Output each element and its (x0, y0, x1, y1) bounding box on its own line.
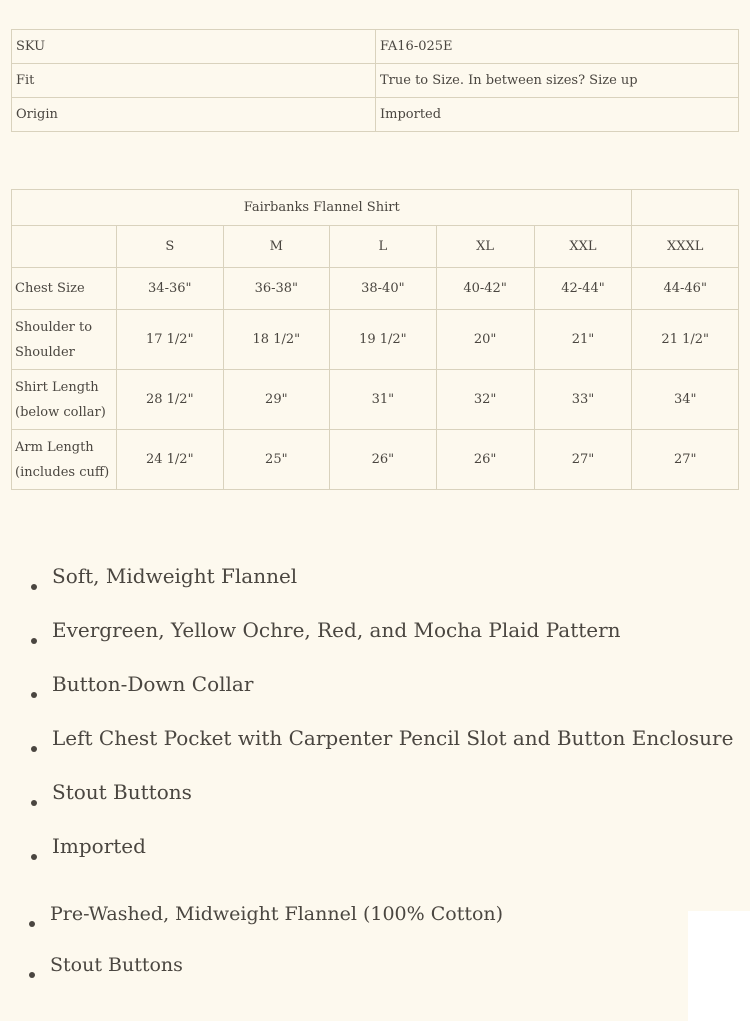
spec-value: True to Size. In between sizes? Size up (376, 64, 739, 98)
material-text: Pre-Washed, Midweight Flannel (100% Cotton) (50, 903, 504, 925)
measurement-cell: 24 1/2" (117, 430, 224, 490)
measurement-cell: 28 1/2" (117, 370, 224, 430)
measurement-label (12, 268, 117, 310)
material-text: Stout Buttons (50, 954, 183, 976)
bullet-icon (31, 800, 37, 806)
measurement-label-line: Shoulder (15, 344, 75, 360)
spec-row-fit (12, 64, 739, 98)
measurement-cell: 38-40" (330, 268, 437, 310)
measurement-cell: 27" (534, 430, 632, 490)
spec-label: SKU (12, 30, 376, 64)
measurement-cell: 26" (330, 430, 437, 490)
size-chart-title: Fairbanks Flannel Shirt (12, 190, 632, 226)
feature-list (28, 560, 733, 884)
product-specs-table (11, 29, 739, 132)
measurement-cell: 27" (632, 430, 739, 490)
spec-label: Origin (12, 98, 376, 132)
measurement-cell: 34-36" (117, 268, 224, 310)
measurement-cell: 33" (534, 370, 632, 430)
measurement-label-line: Shirt Length (15, 379, 99, 395)
measurement-cell: 18 1/2" (223, 310, 330, 370)
measurement-label-line: Arm Length (15, 439, 94, 455)
feature-text: Soft, Midweight Flannel (52, 564, 298, 588)
measurement-label-line: (below collar) (15, 404, 106, 420)
feature-text: Evergreen, Yellow Ochre, Red, and Mocha Plaid Pattern (52, 618, 621, 642)
blank-area (688, 911, 750, 1021)
measurement-cell: 31" (330, 370, 437, 430)
measurement-label (12, 430, 117, 490)
spec-row-sku (12, 30, 739, 64)
measurement-label-line: (includes cuff) (15, 464, 110, 480)
measurement-cell: 26" (436, 430, 534, 490)
bullet-icon (29, 921, 35, 927)
size-chart-table (11, 189, 739, 490)
size-header: XXL (534, 226, 632, 268)
size-header: M (223, 226, 330, 268)
measurement-cell: 25" (223, 430, 330, 490)
measurement-cell: 21" (534, 310, 632, 370)
feature-text: Button-Down Collar (52, 672, 254, 696)
feature-item (28, 560, 733, 614)
measurement-cell: 19 1/2" (330, 310, 437, 370)
measurement-cell: 21 1/2" (632, 310, 739, 370)
measurement-cell: 42-44" (534, 268, 632, 310)
feature-text: Left Chest Pocket with Carpenter Pencil Slot and Button Enclosure (52, 726, 734, 750)
measurement-label (12, 310, 117, 370)
empty-cell (12, 226, 117, 268)
empty-cell (632, 190, 739, 226)
measurement-label (12, 370, 117, 430)
measurement-label-line: Shoulder to (15, 319, 93, 335)
measurement-cell: 34" (632, 370, 739, 430)
measurement-row-shoulder (12, 310, 739, 370)
spec-value: Imported (376, 98, 739, 132)
feature-item (28, 776, 733, 830)
measurement-cell: 36-38" (223, 268, 330, 310)
measurement-row-arm-length (12, 430, 739, 490)
bullet-icon (29, 972, 35, 978)
measurement-row-shirt-length (12, 370, 739, 430)
spec-label: Fit (12, 64, 376, 98)
materials-list (26, 898, 503, 1000)
feature-item (28, 668, 733, 722)
size-header: XXXL (632, 226, 739, 268)
measurement-cell: 44-46" (632, 268, 739, 310)
bullet-icon (31, 854, 37, 860)
size-header: S (117, 226, 224, 268)
size-header-row (12, 226, 739, 268)
material-item (26, 949, 503, 1000)
spec-value: FA16-025E (376, 30, 739, 64)
feature-text: Stout Buttons (52, 780, 192, 804)
measurement-cell: 17 1/2" (117, 310, 224, 370)
feature-text: Imported (52, 834, 146, 858)
measurement-cell: 29" (223, 370, 330, 430)
measurement-label-line: Chest Size (15, 281, 85, 296)
feature-item (28, 722, 733, 776)
bullet-icon (31, 584, 37, 590)
size-header: XL (436, 226, 534, 268)
feature-item (28, 614, 733, 668)
measurement-cell: 32" (436, 370, 534, 430)
measurement-cell: 40-42" (436, 268, 534, 310)
bullet-icon (31, 638, 37, 644)
bullet-icon (31, 746, 37, 752)
size-chart-title-row (12, 190, 739, 226)
feature-item (28, 830, 733, 884)
measurement-row-chest (12, 268, 739, 310)
bullet-icon (31, 692, 37, 698)
measurement-cell: 20" (436, 310, 534, 370)
material-item (26, 898, 503, 949)
size-header: L (330, 226, 437, 268)
spec-row-origin (12, 98, 739, 132)
